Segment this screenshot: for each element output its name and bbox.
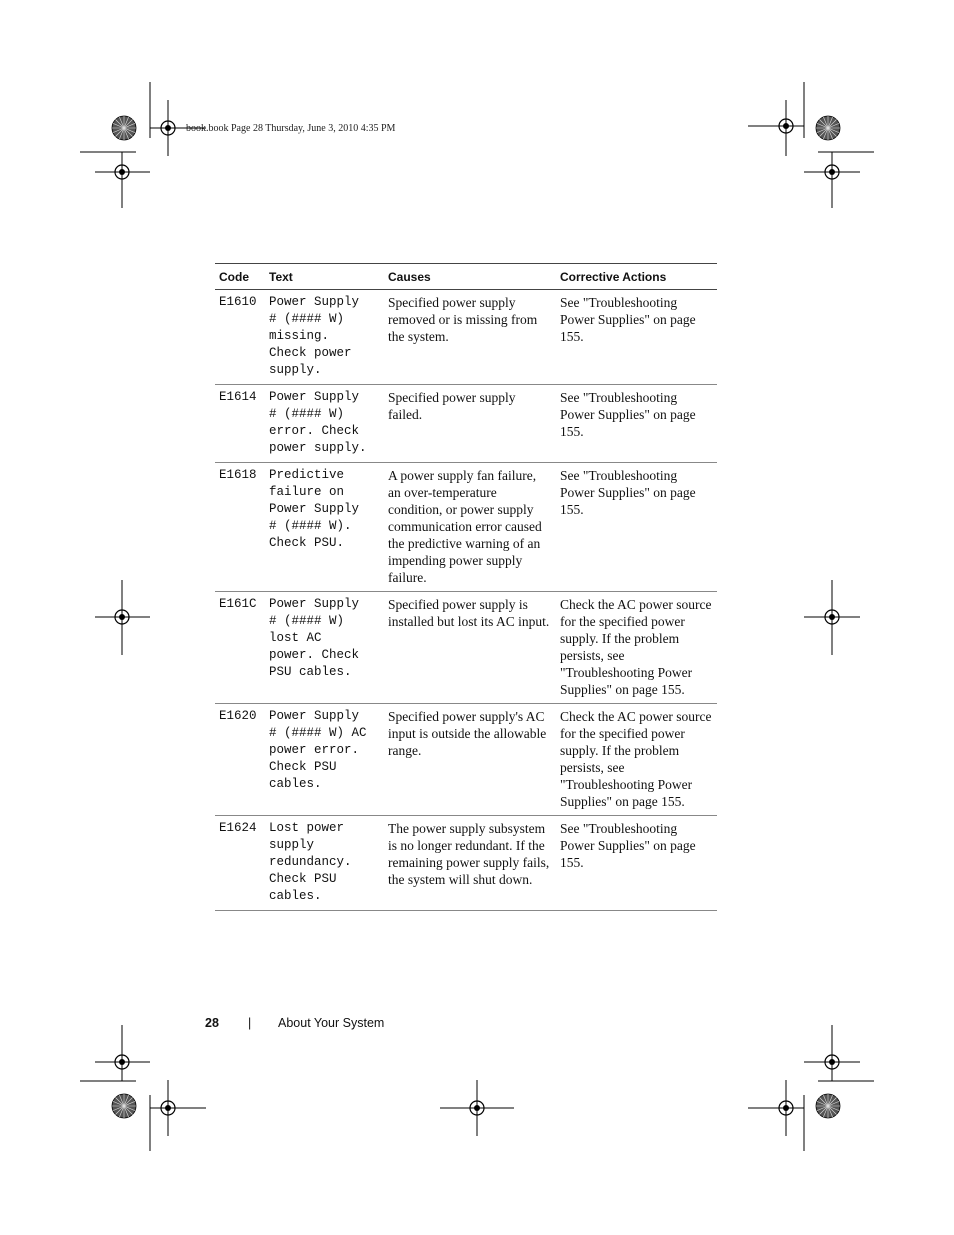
table-header-row (215, 264, 717, 290)
corrective-actions: See "Troubleshooting Power Supplies" on page 155. (556, 816, 717, 911)
error-code: E1620 (215, 704, 265, 816)
column-header-actions: Corrective Actions (556, 264, 717, 290)
corrective-actions: See "Troubleshooting Power Supplies" on page 155. (556, 290, 717, 385)
error-causes: Specified power supply's AC input is outside the allowable range. (384, 704, 556, 816)
table-row (215, 290, 717, 385)
error-code: E1624 (215, 816, 265, 911)
corrective-actions: Check the AC power source for the specified power supply. If the problem persists, see "Troubleshooting Power Supplies" on page 155. (556, 704, 717, 816)
error-text: Power Supply # (#### W) error. Check power supply. (265, 385, 384, 463)
corrective-actions: See "Troubleshooting Power Supplies" on page 155. (556, 463, 717, 592)
print-slug-line: book.book Page 28 Thursday, June 3, 2010 4:35 PM (186, 123, 396, 134)
error-text: Power Supply # (#### W) missing. Check power supply. (265, 290, 384, 385)
error-text: Predictive failure on Power Supply # (#### W). Check PSU. (265, 463, 384, 592)
error-code: E1614 (215, 385, 265, 463)
error-text: Lost power supply redundancy. Check PSU cables. (265, 816, 384, 911)
error-code-table (215, 263, 717, 911)
error-causes: Specified power supply removed or is missing from the system. (384, 290, 556, 385)
corrective-actions: See "Troubleshooting Power Supplies" on page 155. (556, 385, 717, 463)
table-row (215, 463, 717, 592)
table-row (215, 816, 717, 911)
footer-separator: | (248, 1016, 252, 1030)
page-footer (205, 1016, 385, 1030)
error-text: Power Supply # (#### W) AC power error. Check PSU cables. (265, 704, 384, 816)
section-title: About Your System (278, 1016, 385, 1030)
column-header-text: Text (265, 264, 384, 290)
error-code: E1610 (215, 290, 265, 385)
error-code: E1618 (215, 463, 265, 592)
column-header-causes: Causes (384, 264, 556, 290)
column-header-code: Code (215, 264, 265, 290)
error-causes: A power supply fan failure, an over-temperature condition, or power supply communication error caused the predictive warning of an impending power supply failure. (384, 463, 556, 592)
table-row (215, 704, 717, 816)
table-row (215, 385, 717, 463)
error-causes: Specified power supply is installed but lost its AC input. (384, 592, 556, 704)
error-text: Power Supply # (#### W) lost AC power. Check PSU cables. (265, 592, 384, 704)
table-row (215, 592, 717, 704)
corrective-actions: Check the AC power source for the specified power supply. If the problem persists, see "Troubleshooting Power Supplies" on page 155. (556, 592, 717, 704)
page-number: 28 (205, 1016, 219, 1030)
error-causes: The power supply subsystem is no longer redundant. If the remaining power supply fails, the system will shut down. (384, 816, 556, 911)
error-causes: Specified power supply failed. (384, 385, 556, 463)
error-code: E161C (215, 592, 265, 704)
